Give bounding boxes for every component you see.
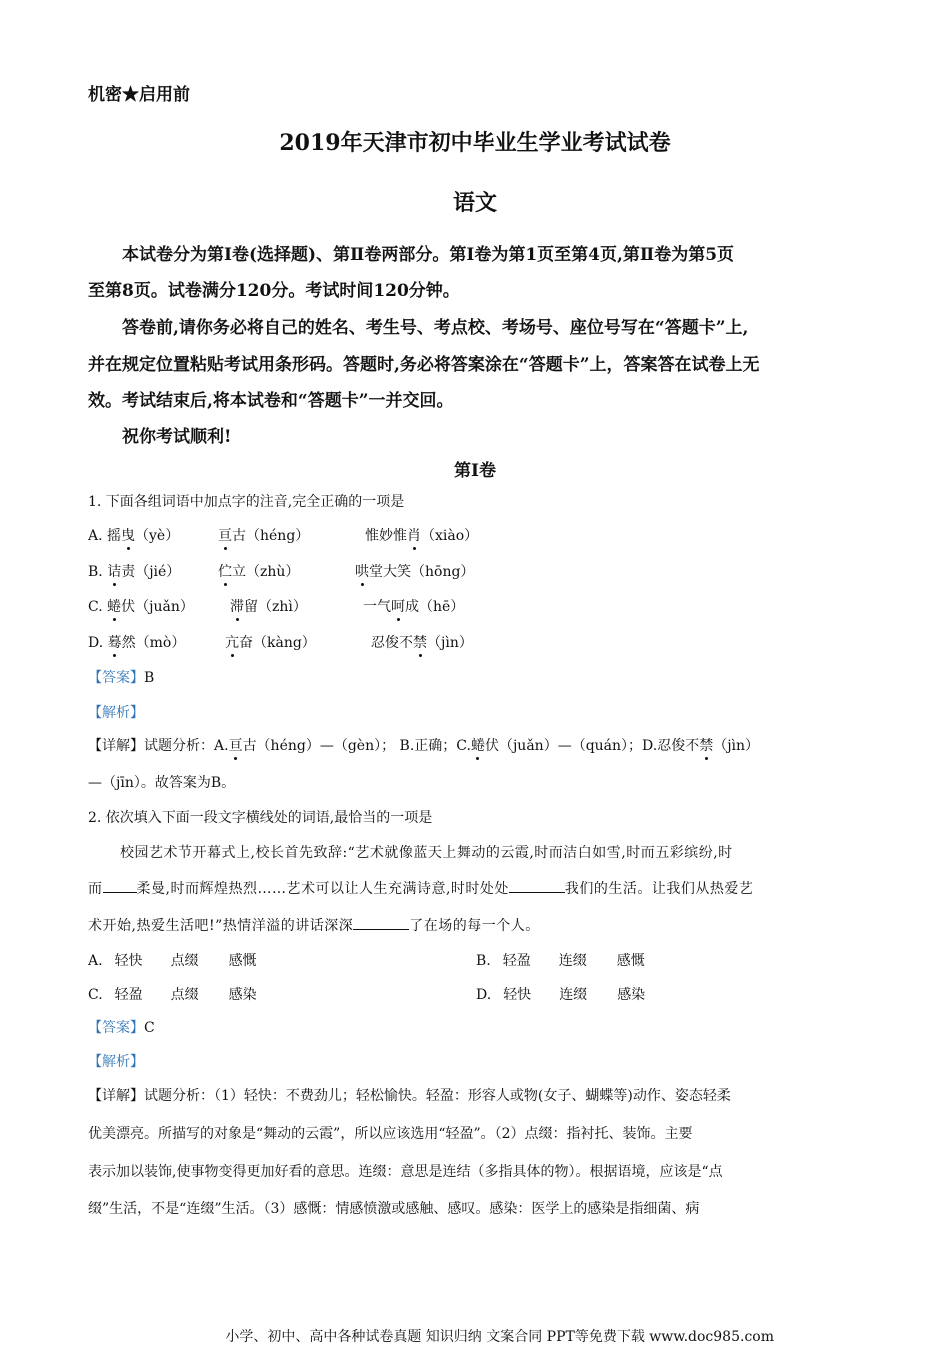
fill-blank-3 <box>353 915 409 930</box>
q2-option-d: D. 轻快 连缀 感染 <box>476 987 646 1003</box>
q1-option-d: D. 蓦然（mò） <box>88 632 185 652</box>
q1-option-c-word2: 滞留（zhì） <box>230 596 307 616</box>
q1-option-a-word2: 亘古（héng） <box>218 525 309 545</box>
instr-p2-line3: 效。考试结束后,将本试卷和“答题卡”一并交回。 <box>88 391 454 411</box>
q1-option-d-word3: 忍俊不禁（jìn） <box>371 632 473 652</box>
q2-passage-line3: 术开始,热爱生活吧!”热情洋溢的讲话深深 了在场的每一个人。 <box>88 915 540 935</box>
q1-option-b-word2: 伫立（zhù） <box>218 561 299 581</box>
exam-title: 2019年天津市初中毕业生学业考试试卷 <box>279 130 671 156</box>
answer-tag: 【答案】 <box>88 1020 144 1036</box>
q2-option-c: C. 轻盈 点缀 感染 <box>88 987 257 1003</box>
q2-analysis-tag: 【解析】 <box>88 1054 144 1070</box>
q2-detail-line3: 表示加以装饰,使事物变得更加好看的意思。连缀：意思是连结（多指具体的物）。根据语境，应该是“点 <box>88 1164 723 1180</box>
q1-option-d-word2: 亢奋（kàng） <box>225 632 316 652</box>
answer-tag: 【答案】 <box>88 670 144 686</box>
q1-option-b: B. 诘责（jié） <box>88 561 180 581</box>
q2-detail-line4: 缀”生活，不是“连缀”生活。（3）感慨：情感愤激或感触、感叹。感染：医学上的感染是指细菌、病 <box>88 1201 700 1217</box>
page-footer: 小学、初中、高中各种试卷真题 知识归纳 文案合同 PPT等免费下载 www.doc985.com <box>225 1329 774 1345</box>
q1-detail-line1: 【详解】试题分析：A.亘古（héng）—（gèn）； B.正确；C.蜷伏（juǎn）—（quán）；D.忍俊不禁（jìn） <box>88 735 759 755</box>
q1-answer <box>88 667 154 687</box>
q2-passage-line1: 校园艺术节开幕式上,校长首先致辞:“艺术就像蓝天上舞动的云霞,时而洁白如雪,时而五彩缤纷,时 <box>120 845 733 861</box>
section-title: 第Ⅰ卷 <box>454 461 496 481</box>
subject-title: 语文 <box>452 190 497 216</box>
fill-blank-2 <box>509 878 565 893</box>
q1-option-a: A. 摇曳（yè） <box>88 525 179 545</box>
q2-option-a: A. 轻快 点缀 感慨 <box>88 953 257 969</box>
q1-detail-line2: —（jīn）。故答案为B。 <box>88 775 236 791</box>
answer-value: C <box>144 1020 155 1036</box>
q1-analysis-tag: 【解析】 <box>88 705 144 721</box>
answer-value: B <box>144 670 155 686</box>
instr-p2-line1: 答卷前,请你务必将自己的姓名、考生号、考点校、考场号、座位号写在“答题卡”上, <box>122 318 749 338</box>
q1-option-c-word3: 一气呵成（hē） <box>363 596 464 616</box>
q2-stem: 2. 依次填入下面一段文字横线处的词语,最恰当的一项是 <box>88 810 433 826</box>
q2-detail-line1: 【详解】试题分析：（1）轻快：不费劲儿；轻松愉快。轻盈：形容人或物(女子、蝴蝶等)动作、姿态轻柔 <box>88 1088 731 1104</box>
q1-option-b-word3: 哄堂大笑（hōng） <box>355 561 474 581</box>
instr-p2-line2: 并在规定位置粘贴考试用条形码。答题时,务必将答案涂在“答题卡”上，答案答在试卷上无 <box>88 355 760 375</box>
fill-blank-1 <box>103 878 137 893</box>
q2-passage-line2: 而 柔曼,时而辉煌热烈……艺术可以让人生充满诗意,时时处处 我们的生活。让我们从热爱艺 <box>88 878 753 898</box>
q2-answer <box>88 1017 155 1037</box>
q2-detail-line2: 优美漂亮。所描写的对象是“舞动的云霞”，所以应该选用“轻盈”。（2）点缀：指衬托、装饰。主要 <box>88 1126 693 1142</box>
instr-p1-line1: 本试卷分为第Ⅰ卷(选择题)、第Ⅱ卷两部分。第Ⅰ卷为第1页至第4页,第Ⅱ卷为第5页 <box>122 245 735 265</box>
q1-stem: 1. 下面各组词语中加点字的注音,完全正确的一项是 <box>88 494 405 510</box>
confidential-mark: 机密★启用前 <box>88 85 190 105</box>
q1-option-c: C. 蜷伏（juǎn） <box>88 596 194 616</box>
instr-p1-line2: 至第8页。试卷满分120分。考试时间120分钟。 <box>88 281 460 301</box>
good-luck: 祝你考试顺利! <box>122 427 232 447</box>
q2-option-b: B. 轻盈 连缀 感慨 <box>476 953 645 969</box>
q1-option-a-word3: 惟妙惟肖（xiào） <box>365 525 478 545</box>
